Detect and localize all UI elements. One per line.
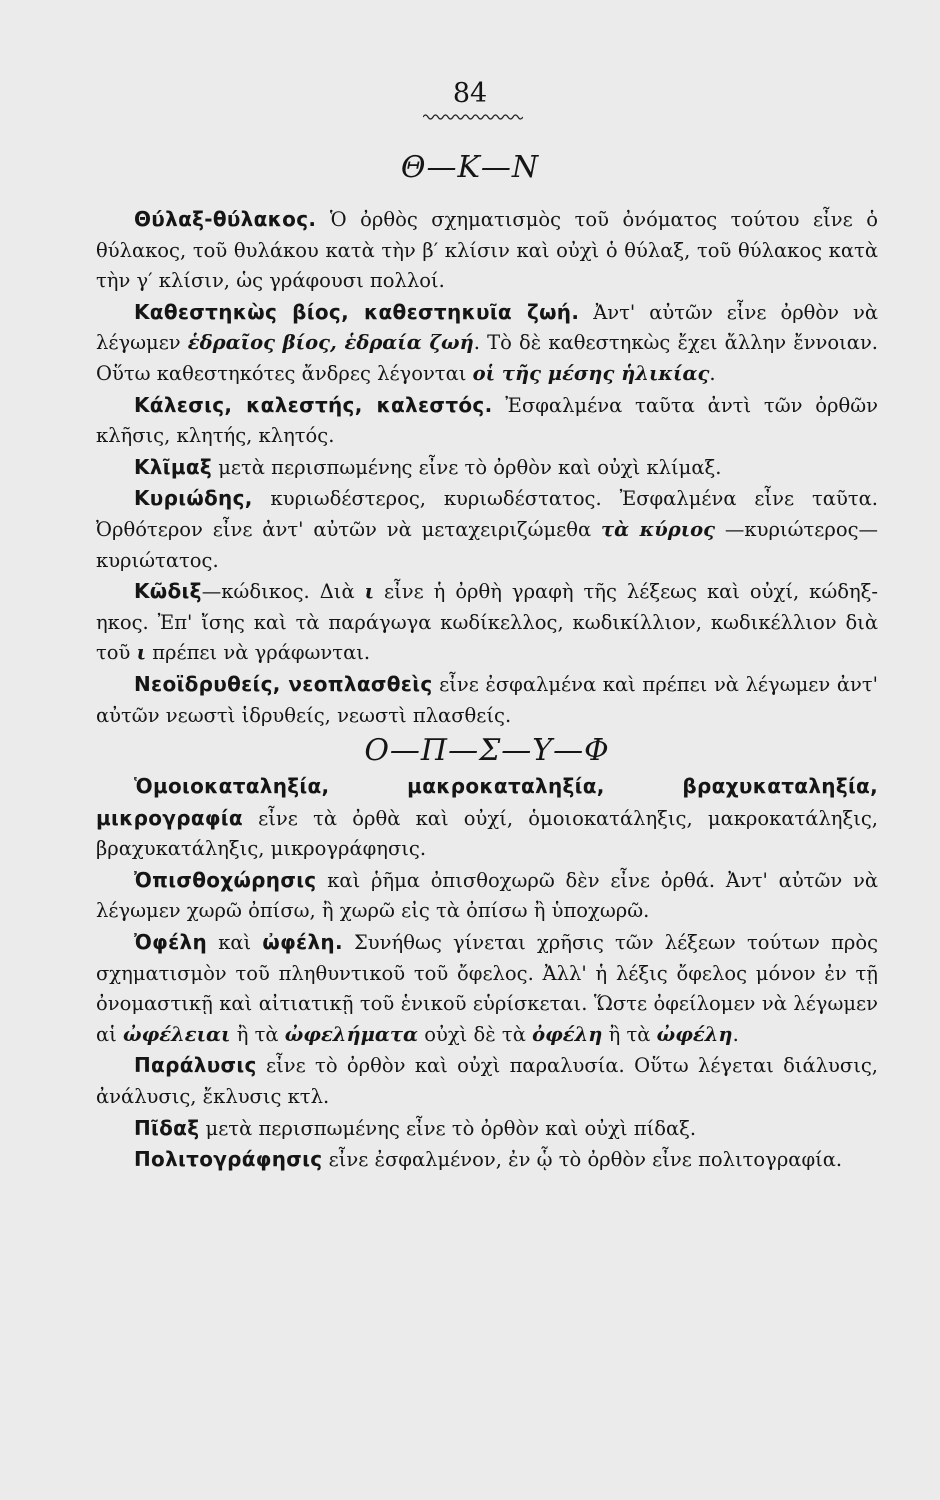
emphasis: ἑδραῖος βίος, ἑδραία ζωή bbox=[187, 331, 474, 355]
entry-text: μετὰ περισπωμένης εἶνε τὸ ὀρθὸν καὶ οὐχὶ κλίμαξ. bbox=[212, 455, 722, 479]
entry-text: . Τὸ δὲ καθεστηκὼς ἔχει ἄλλην ἔννοιαν. Οὕτω καθεστηκότες ἄνδρες λέγονται bbox=[96, 331, 879, 385]
entry-text: καὶ ῥῆμα ὀπισθοχωρῶ δὲν εἶνε ὀρθά. Ἀντ' αὐτῶν νὰ λέγωμεν χωρῶ ὀπίσω, ἢ χωρῶ εἰς τὰ ὀπίσω ἢ ὑποχωρῶ. bbox=[96, 868, 878, 923]
entry-text: —κώδικος. Διὰ bbox=[201, 580, 365, 604]
emphasis: ὠφέλη bbox=[656, 1022, 733, 1046]
entry-politografisis bbox=[96, 1144, 878, 1176]
entry-text: καὶ bbox=[207, 931, 263, 955]
entry-kathestikos bbox=[96, 297, 878, 390]
entry-opisthochorisis bbox=[96, 865, 878, 927]
entry-text: πρέπει νὰ γράφωνται. bbox=[146, 641, 371, 665]
entry-pidax bbox=[96, 1113, 878, 1145]
entry-kyriodis bbox=[96, 483, 878, 576]
entry-text: οὐχὶ δὲ τὰ bbox=[418, 1022, 533, 1046]
headword: Νεοϊδρυθείς, νεοπλασθεὶς bbox=[134, 671, 433, 696]
emphasis: ὀφέλη bbox=[532, 1022, 603, 1046]
headword: Ὀπισθοχώρησις bbox=[134, 867, 317, 892]
page-body bbox=[96, 204, 878, 1176]
emphasis: τὰ κύριος bbox=[601, 517, 716, 541]
entry-text: εἶνε ἐσφαλμένα καὶ πρέπει νὰ λέγωμεν ἀντ' αὐτῶν νεωστὶ ἱδρυθείς, νεωστὶ πλασθείς. bbox=[96, 672, 879, 727]
headword: Πῖδαξ bbox=[134, 1115, 200, 1140]
entry-thylax bbox=[96, 204, 878, 297]
entry-kalesis bbox=[96, 390, 878, 452]
headword: Θύλαξ-θύλακος. bbox=[134, 207, 317, 231]
entry-text: κυριωδέστερος, κυριωδέστατος. Ἐσφαλμένα εἶνε ταῦτα. Ὀρθότερον εἶνε ἀντ' αὐτῶν νὰ μεταχειριζώμεθα bbox=[96, 487, 878, 541]
section-heading-theta-kappa-nu: Θ—Κ—Ν bbox=[400, 150, 540, 185]
emphasis: ὠφελήματα bbox=[284, 1022, 419, 1046]
entry-text: ἢ τὰ bbox=[230, 1022, 285, 1046]
entry-ofeli bbox=[96, 927, 878, 1050]
headword: Καθεστηκὼς βίος, καθεστηκυῖα ζωή. bbox=[134, 299, 580, 324]
entry-text: . bbox=[709, 361, 716, 385]
headword: Παράλυσις bbox=[134, 1053, 257, 1078]
headword: Κλῖμαξ bbox=[134, 454, 213, 479]
headword: Ὁμοιοκαταληξία, μακροκαταληξία, βραχυκαταληξία, μικρογραφία bbox=[96, 774, 878, 830]
headword: Κῶδιξ bbox=[134, 579, 202, 604]
section-heading-omicron-phi: Ο—Π—Σ—Υ—Φ bbox=[364, 733, 610, 769]
entry-klimax bbox=[96, 452, 878, 484]
entry-omoiokataleksia bbox=[96, 771, 878, 865]
entry-text: εἶνε τὰ ὀρθὰ καὶ οὐχί, ὁμοιοκατάληξις, μακροκατάληξις, βραχυκατάληξις, μικρογράφησις. bbox=[96, 806, 878, 861]
wavy-rule-ornament bbox=[423, 112, 523, 122]
headword: Κυριώδης, bbox=[134, 486, 253, 511]
entry-text: εἶνε ἡ ὀρθὴ γραφὴ τῆς λέξεως καὶ οὐχί, κώδηξ-ηκος. Ἐπ' ἴσης καὶ τὰ παράγωγα κωδίκελλος, κωδικίλλιον, κωδικέλλιον διὰ τοῦ bbox=[96, 580, 878, 665]
entry-neoidrytheis bbox=[96, 669, 878, 731]
emphasis: οἱ τῆς μέσης ἡλικίας bbox=[472, 361, 710, 385]
emphasis: ι bbox=[364, 580, 375, 604]
entry-kodix bbox=[96, 576, 878, 669]
emphasis: ι bbox=[136, 641, 147, 665]
entry-text: Ἐσφαλμένα ταῦτα ἀντὶ τῶν ὀρθῶν κλῆσις, κλητής, κλητός. bbox=[96, 393, 879, 448]
entry-text: Ὁ ὀρθὸς σχηματισμὸς τοῦ ὀνόματος τούτου εἶνε ὁ θύλακος, τοῦ θυλάκου κατὰ τὴν β′ κλίσιν καὶ οὐχὶ ὁ θύλαξ, τοῦ θύλακος κατὰ τὴν γ′ κλίσιν, ὡς γράφουσι πολλοί. bbox=[96, 208, 878, 293]
page-number: 84 bbox=[452, 78, 488, 109]
headword: ὠφέλη. bbox=[262, 930, 343, 955]
entry-text: Ἀντ' αὐτῶν εἶνε ὀρθὸν νὰ λέγωμεν bbox=[96, 300, 878, 355]
emphasis: ὠφέλειαι bbox=[123, 1022, 231, 1046]
entry-text: ἢ τὰ bbox=[602, 1022, 657, 1046]
headword: Κάλεσις, καλεστής, καλεστός. bbox=[134, 392, 493, 417]
entry-text: μετὰ περισπωμένης εἶνε τὸ ὀρθὸν καὶ οὐχὶ πίδαξ. bbox=[199, 1116, 697, 1140]
entry-text: εἶνε ἐσφαλμένον, ἐν ᾧ τὸ ὀρθὸν εἶνε πολιτογραφία. bbox=[322, 1148, 843, 1172]
headword: Ὀφέλη bbox=[134, 930, 208, 955]
entry-text: Συνήθως γίνεται χρῆσις τῶν λέξεων τούτων πρὸς σχηματισμὸν τοῦ πληθυντικοῦ τοῦ ὄφελος. Ἀλλ' ἡ λέξις ὄφελος μόνον ἐν τῇ ὀνομαστικῇ καὶ αἰτιατικῇ τοῦ ἑνικοῦ εὑρίσκεται. Ὥστε ὀφείλομεν νὰ λέγωμεν αἱ bbox=[96, 931, 879, 1046]
entry-paralysis bbox=[96, 1050, 878, 1112]
entry-text: . bbox=[732, 1022, 739, 1046]
entry-text: εἶνε τὸ ὀρθὸν καὶ οὐχὶ παραλυσία. Οὕτω λέγεται διάλυσις, ἀνάλυσις, ἔκλυσις κτλ. bbox=[96, 1054, 878, 1109]
headword: Πολιτογράφησις bbox=[134, 1147, 323, 1172]
entry-text: —κυριώτερος—κυριώτατος. bbox=[96, 517, 878, 572]
